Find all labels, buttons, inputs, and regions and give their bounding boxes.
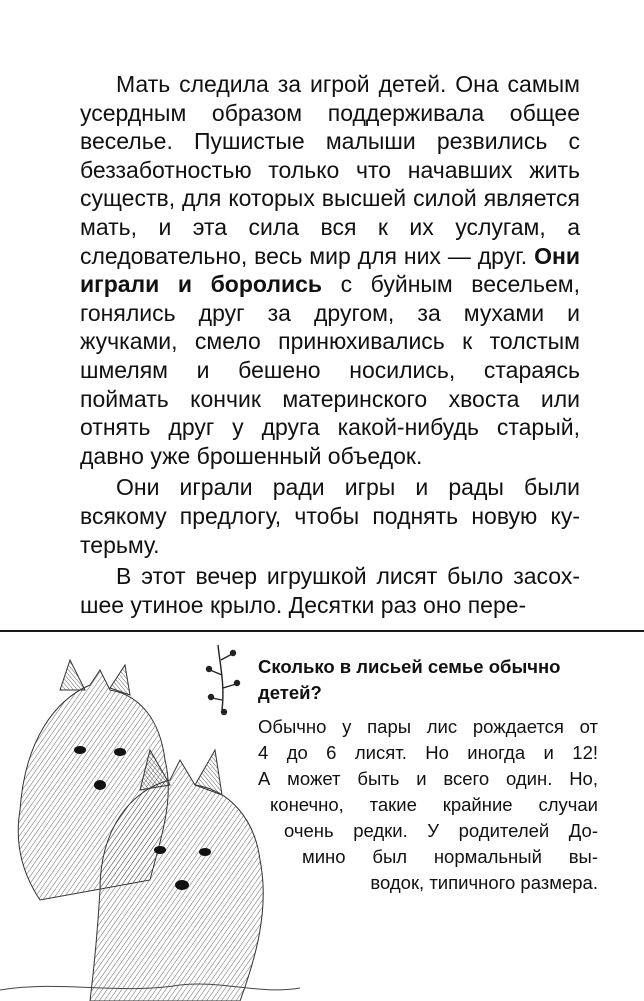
sidebar-heading: Сколько в лисьей семье обычно детей? (258, 656, 561, 703)
sidebar-line: очень редки. У родителей До- (284, 820, 598, 841)
sidebar-line: конечно, такие крайние случаи (270, 794, 598, 815)
sidebar-line: Обычно у пары лис рождается от (258, 716, 598, 737)
branch-sprig (207, 645, 240, 715)
paragraph-1 (80, 70, 580, 470)
sidebar-line: 4 до 6 лисят. Но иногда и 12! (258, 742, 598, 763)
paragraph-3: В этот вечер игрушкой лисят было засохшее утиное крыло. Десятки раз оно пере- (80, 563, 580, 618)
paragraph-1-text-a: Мать следила за игрой детей. Она самым усердным образом поддерживала общее веселье. Пушистые малыши резвились с беззаботностью только что начавших жить существ, для которых высшей силой является мать, и эта сила вся к их услугам, а следовательно, весь мир для них — друг. (80, 71, 580, 269)
main-text-block (80, 70, 580, 619)
section-divider (0, 630, 644, 632)
sidebar-body (258, 714, 598, 896)
sidebar-fact-box (258, 654, 598, 896)
paragraph-1-text-b: с буйным весельем, гонялись друг за другом, за мухами и жучками, смело принюхивались к толстым шмелям и бешено носились, стараясь поймать кончик материнского хвоста или отнять друг у друга какой-нибудь старый, давно уже брошенный объедок. (80, 271, 580, 469)
paragraph-1-bold-phrase: Они играли и боролись (80, 242, 580, 298)
sidebar-line: мино был нормальный вы- (302, 846, 598, 867)
fox-cubs-illustration (0, 640, 300, 1001)
paragraph-2: Они играли ради игры и рады были всякому предлогу, чтобы поднять новую кутерьму. (80, 474, 580, 558)
sidebar-line: А может быть и всего один. Но, (258, 768, 598, 789)
sidebar-line: водок, типичного размера. (370, 872, 598, 893)
